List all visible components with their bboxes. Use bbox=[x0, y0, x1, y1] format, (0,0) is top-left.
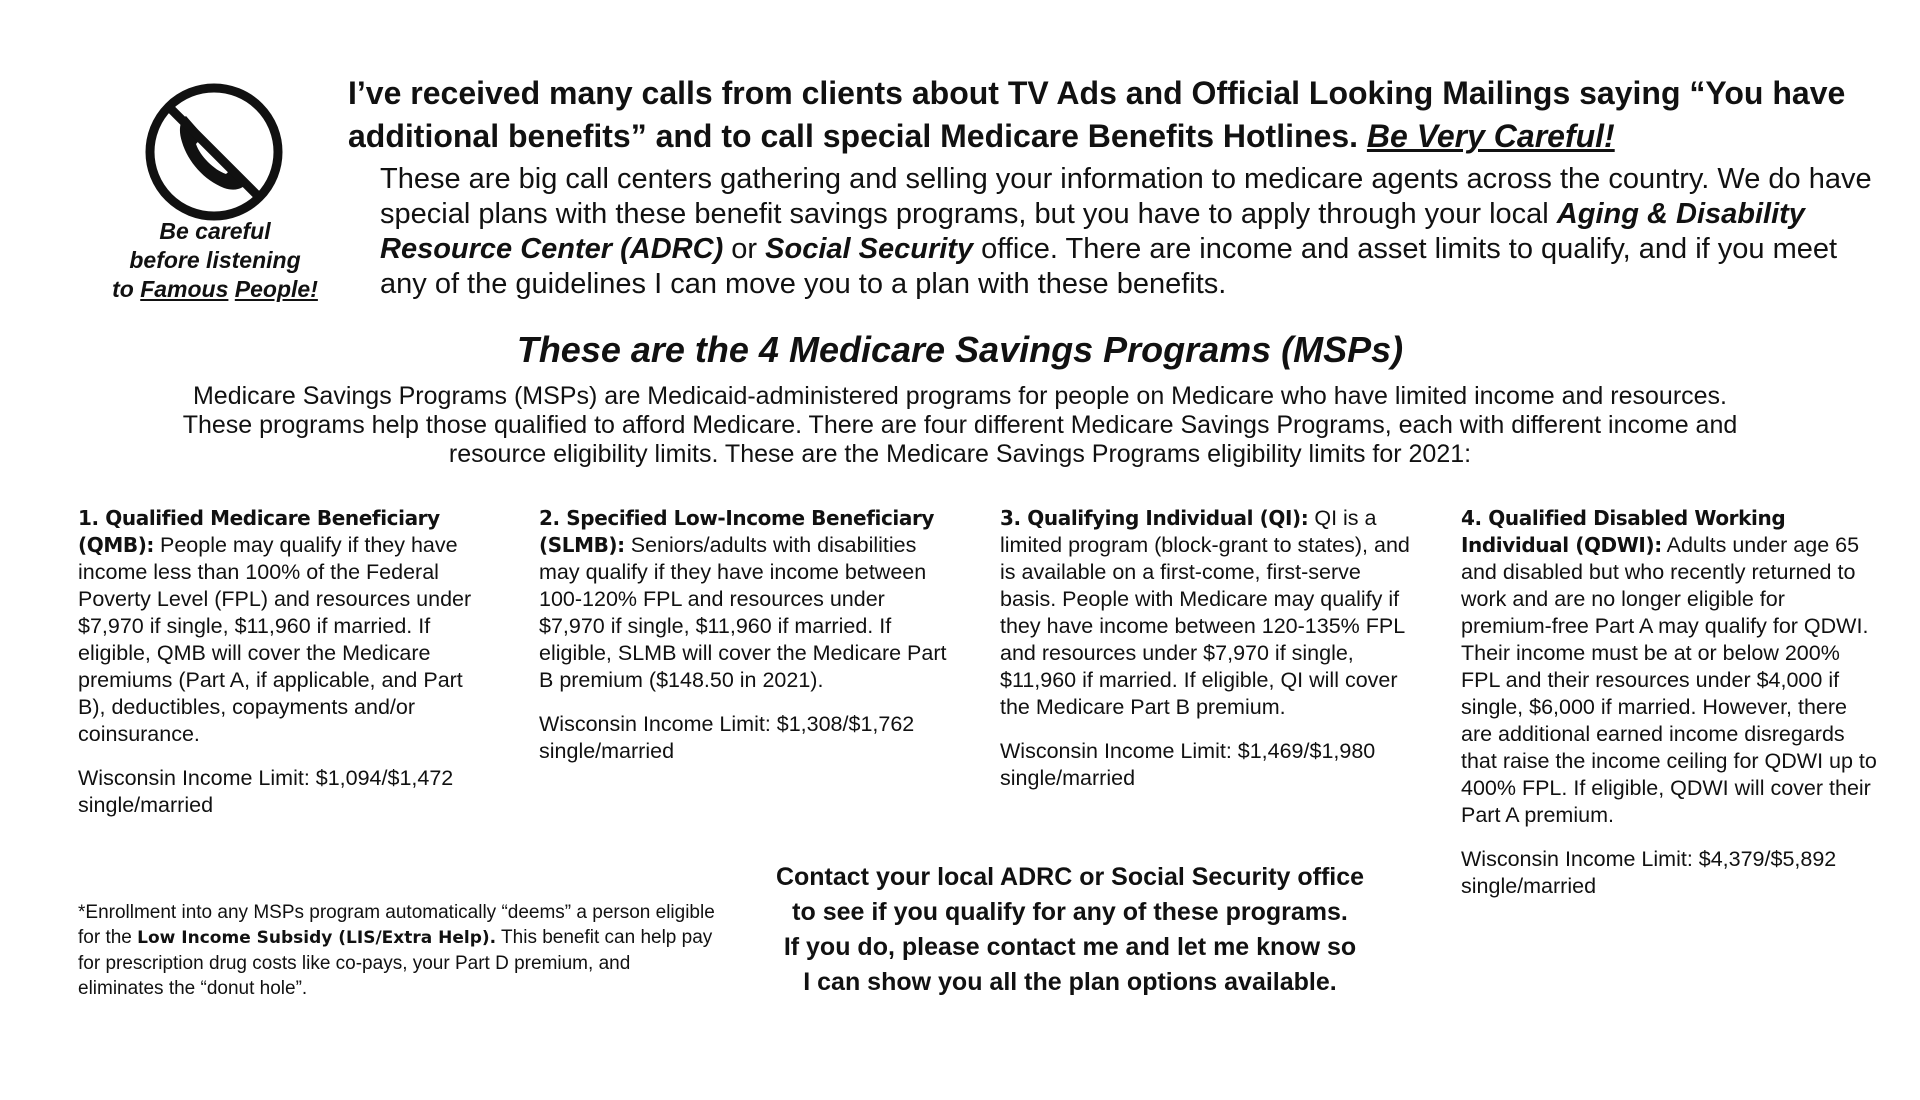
caution-line-1: Be careful bbox=[159, 218, 271, 244]
program-qi bbox=[1000, 505, 1410, 792]
no-phone-icon bbox=[142, 80, 286, 224]
header-body bbox=[380, 162, 1880, 302]
header-title bbox=[348, 72, 1868, 158]
program-description bbox=[1461, 505, 1881, 829]
program-heading: 1. Qualified Medicare Beneficiary (QMB): bbox=[78, 506, 440, 557]
program-qdwi bbox=[1461, 505, 1881, 900]
program-heading: 3. Qualifying Individual (QI): bbox=[1000, 506, 1309, 530]
header-body-part-2: office. There are income and asset limits to qualify, and if you meet any of the guidelines I can move you to a plan with these benefits. bbox=[380, 233, 1838, 300]
contact-line-3: If you do, please contact me and let me know so bbox=[783, 933, 1357, 961]
income-limit: Wisconsin Income Limit: $1,094/$1,472 single/married bbox=[78, 766, 454, 817]
adrc-name: Aging & Disability Resource Center (ADRC) bbox=[380, 198, 1805, 265]
caution-people: People! bbox=[234, 276, 318, 302]
program-text: Adults under age 65 and disabled but who recently returned to work and are no longer eligible for premium-free Part A may qualify for QDWI. Their income must be at or below 200% FPL and their resources under $4,000 if single, $6,000 if married. However, there are additional earned income disregards that raise the income ceiling for QDWI up to 400% FPL. If eligible, QDWI will cover their Part A premium. bbox=[1461, 533, 1877, 827]
program-description bbox=[539, 505, 954, 694]
income-limit: Wisconsin Income Limit: $4,379/$5,892 single/married bbox=[1461, 847, 1837, 898]
footnote-lis: Low Income Subsidy (LIS/Extra Help). bbox=[137, 928, 497, 948]
contact-line-2: to see if you qualify for any of these programs. bbox=[792, 898, 1348, 926]
program-qmb bbox=[78, 505, 493, 819]
income-limit: Wisconsin Income Limit: $1,469/$1,980 single/married bbox=[1000, 739, 1376, 790]
header-body-or: or bbox=[723, 233, 766, 265]
footnote-part-2: This benefit can help pay for prescription drug costs like co-pays, your Part D premium, and eliminates the “donut hole”. bbox=[78, 927, 713, 999]
program-heading: 2. Specified Low-Income Beneficiary (SLMB): bbox=[539, 506, 935, 557]
intro-paragraph: Medicare Savings Programs (MSPs) are Medicaid-administered programs for people on Medicare who have limited income and resources. These programs help those qualified to afford Medicare. There are four different Medicare Savings Programs, each with different income and resource eligibility limits. These are the Medicare Savings Programs eligibility limits for 2021: bbox=[182, 382, 1738, 468]
contact-callout bbox=[720, 860, 1420, 1000]
contact-line-1: Contact your local ADRC or Social Security office bbox=[775, 863, 1365, 891]
income-limit: Wisconsin Income Limit: $1,308/$1,762 single/married bbox=[539, 712, 915, 763]
footnote-part-1: *Enrollment into any MSPs program automatically “deems” a person eligible for the bbox=[78, 902, 715, 948]
header-warning: Be Very Careful! bbox=[1366, 118, 1615, 154]
header-title-main: I’ve received many calls from clients about TV Ads and Official Looking Mailings saying “You have additional benefits” and to call special Medicare Benefits Hotlines. bbox=[348, 75, 1846, 154]
section-title: These are the 4 Medicare Savings Programs (MSPs) bbox=[516, 329, 1404, 370]
program-text: People may qualify if they have income less than 100% of the Federal Poverty Level (FPL) and resources under $7,970 if single, $11,960 if married. If eligible, QMB will cover the Medicare premiums (Part A, if applicable, and Part B), deductibles, copayments and/or coinsurance. bbox=[78, 533, 472, 746]
social-security-name: Social Security bbox=[765, 233, 974, 265]
caution-line-2: before listening bbox=[129, 247, 301, 273]
program-slmb bbox=[539, 505, 954, 765]
caution-caption bbox=[100, 217, 330, 304]
program-description bbox=[78, 505, 493, 748]
program-text: Seniors/adults with disabilities may qualify if they have income between 100-120% FPL and resources under $7,970 if single, $11,960 if married. If eligible, SLMB will cover the Medicare Part B premium ($148.50 in 2021). bbox=[539, 533, 947, 692]
program-text: QI is a limited program (block-grant to states), and is available on a first-come, first-serve basis. People with Medicare may qualify if they have income between 120-135% FPL and resources under $7,970 if single, $11,960 if married. If eligible, QI will cover the Medicare Part B premium. bbox=[1000, 506, 1410, 719]
caution-line-3 bbox=[100, 275, 330, 304]
caution-famous: Famous bbox=[140, 276, 229, 302]
program-description bbox=[1000, 505, 1410, 721]
header-body-part-1: These are big call centers gathering and selling your information to medicare agents across the country. We do have special plans with these benefit savings programs, but you have to apply through your local bbox=[380, 163, 1872, 230]
program-heading: 4. Qualified Disabled Working Individual (QDWI): bbox=[1461, 506, 1786, 557]
contact-line-4: I can show you all the plan options available. bbox=[803, 968, 1337, 996]
footnote bbox=[78, 900, 718, 1001]
caution-line-3-prefix: to bbox=[112, 276, 141, 302]
